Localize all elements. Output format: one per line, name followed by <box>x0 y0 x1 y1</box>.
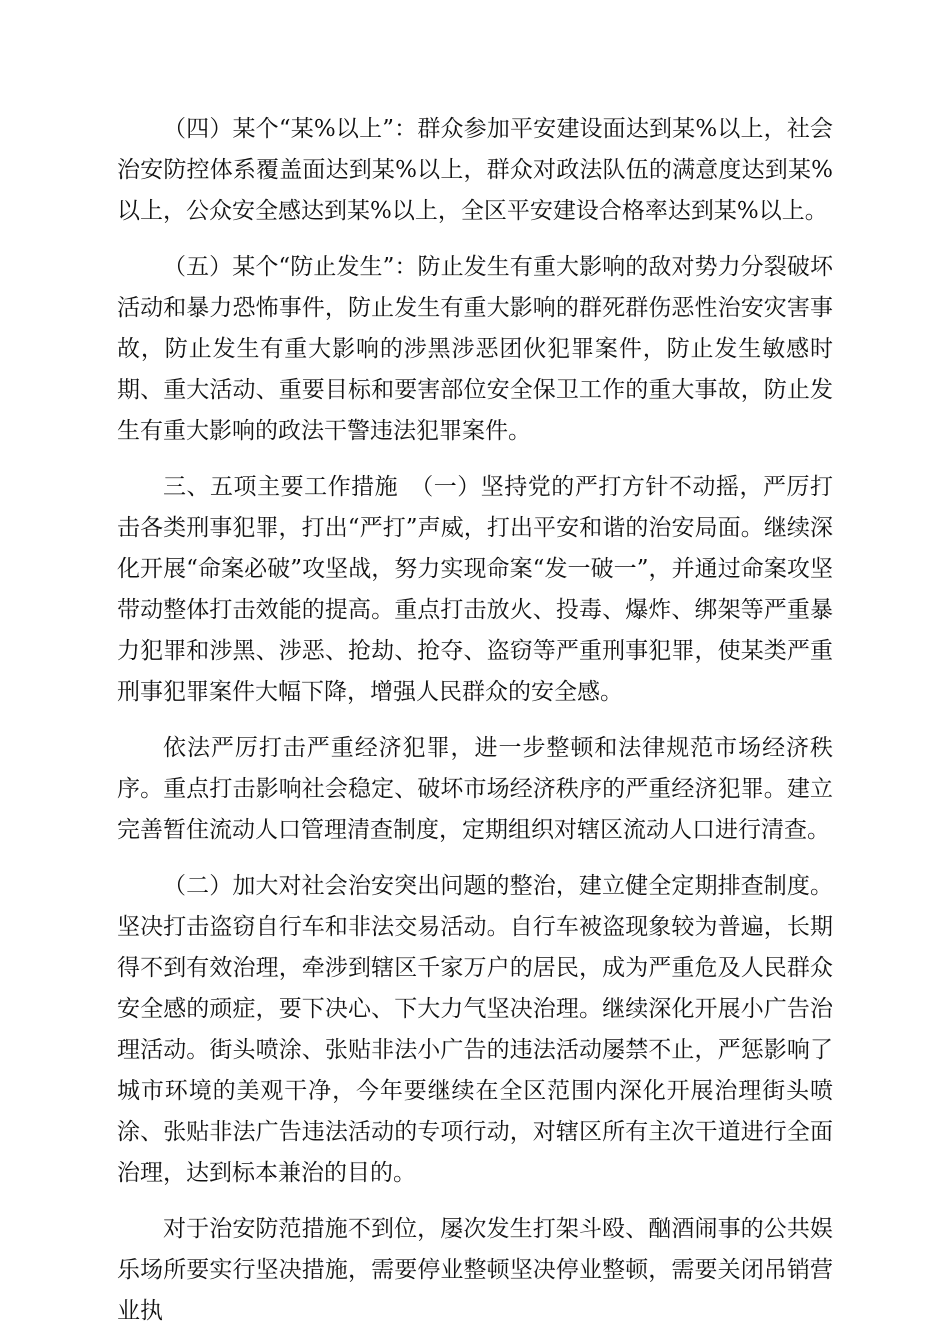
paragraph-public-order-issues: （二）加大对社会治安突出问题的整治，建立健全定期排查制度。坚决打击盗窃自行车和非法交易活动。自行车被盗现象较为普遍，长期得不到有效治理，牵涉到辖区千家万户的居民，成为严重危及人民群众安全感的顽症，要下决心、下大力气坚决治理。继续深化开展小广告治理活动。街头喷涂、张贴非法小广告的违法活动屡禁不止，严惩影响了城市环境的美观干净，今年要继续在全区范围内深化开展治理街头喷涂、张贴非法广告违法活动的专项行动，对辖区所有主次干道进行全面治理，达到标本兼治的目的。 <box>117 873 833 1186</box>
paragraph-main-measures: 三、五项主要工作措施 （一）坚持党的严打方针不动摇，严厉打击各类刑事犯罪，打出“严打”声威，打出平安和谐的治安局面。继续深化开展“命案必破”攻坚战，努力实现命案“发一破一”，并通过命案攻坚带动整体打击效能的提高。重点打击放火、投毒、爆炸、绑架等严重暴力犯罪和涉黑、涉恶、抢劫、抢夺、盗窃等严重刑事犯罪，使某类严重刑事犯罪案件大幅下降，增强人民群众的安全感。 <box>117 474 833 705</box>
paragraph-economic-crime: 依法严厉打击严重经济犯罪，进一步整顿和法律规范市场经济秩序。重点打击影响社会稳定、破坏市场经济秩序的严重经济犯罪。建立完善暂住流动人口管理清查制度，定期组织对辖区流动人口进行清查。 <box>117 735 833 843</box>
paragraph-prevention-targets: （五）某个“防止发生”：防止发生有重大影响的敌对势力分裂破坏活动和暴力恐怖事件，防止发生有重大影响的群死群伤恶性治安灾害事故，防止发生有重大影响的涉黑涉恶团伙犯罪案件，防止发生敏感时期、重大活动、重要目标和要害部位安全保卫工作的重大事故，防止发生有重大影响的政法干警违法犯罪案件。 <box>117 254 833 444</box>
paragraph-entertainment-venues: 对于治安防范措施不到位，屡次发生打架斗殴、酗酒闹事的公共娱乐场所要实行坚决措施，需要停业整顿坚决停业整顿，需要关闭吊销营业执 <box>117 1216 833 1324</box>
paragraph-security-targets: （四）某个“某%以上”：群众参加平安建设面达到某%以上，社会治安防控体系覆盖面达到某%以上，群众对政法队伍的满意度达到某%以上，公众安全感达到某%以上，全区平安建设合格率达到某%以上。 <box>117 116 833 224</box>
document-body <box>117 109 833 1332</box>
